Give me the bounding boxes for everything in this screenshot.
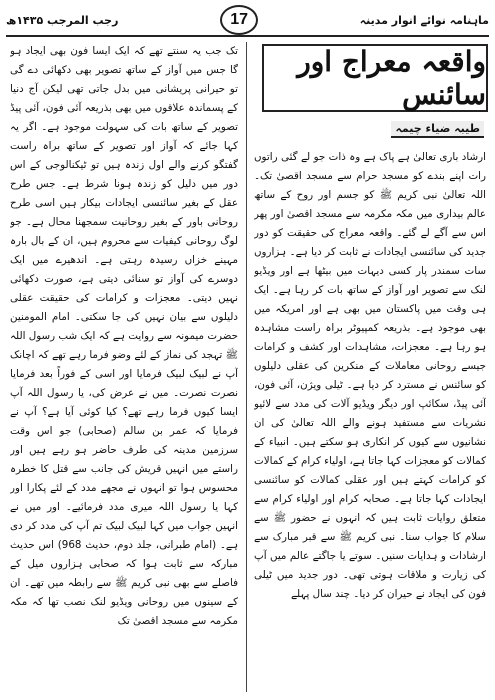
magazine-name: ماہنامہ نوائے انوار مدینہ (359, 13, 489, 27)
byline (262, 118, 484, 140)
paragraph: ارشاد باری تعالیٰ ہے پاک ہے وہ ذات جو لے گئی راتوں رات اپنے بندے کو مسجد حرام سے مسجد اقصیٰ تک۔ اللہ تعالیٰ نبی کریم ﷺ کو جسم اور روح کے ساتھ عالم بیداری میں مکہ مکرمہ سے مسجد اقصیٰ اور پھر اس سے آگے لے گئے۔ واقعہ معراج کی حقیقت کو دور جدید کی سائنسی ایجادات نے ثابت کر دیا ہے۔ ہزاروں سات سمندر پار کسی دیہات میں بیٹھا ہے اور ویڈیو لنک سے تصویر اور آواز کے ساتھ بات کر رہا ہے۔ ایک ہی وقت میں پاکستان میں بھی ہے اور امریکہ میں بھی موجود ہے۔ بذریعہ کمپیوٹر براہ راست مشاہدہ ہو رہا ہے۔ معجزات، مشاہدات اور کشف و کرامات جیسے روحانی معاملات کے منکرین کی عقلی دلیلوں کو سائنس نے مسترد کر دیا ہے۔ ٹیلی ویژن، آئی فون، آئی پیڈ، سکائپ اور دیگر ویڈیو آلات کی مدد سے لائیو نشریات سے مستفید ہونے والے اللہ تعالیٰ کی ان نشانیوں سے کیوں کر انکاری ہو سکتے ہیں۔ انبیاء کے کمالات کو معجزات کہا جاتا ہے، اولیاء کرام کے کمالات کو کرامات کہتے ہیں اور عقلی کمالات کو سائنسی ایجادات کہا جاتا ہے۔ صحابہ کرام اور اولیاء کرام سے متعلق روایات ثابت ہیں کہ انہوں نے حضور ﷺ سے سلام کا جواب سنا۔ نبی کریم ﷺ سے قبر مبارک سے ارشادات و ہدایات سنیں۔ سوتے یا جاگتے عالم میں آپ کی زیارت و ملاقات ہوتی تھی۔ دور جدید میں ٹیلی فون کی ایجاد نے حیران کر دیا۔ چند سال پہلے (254, 151, 486, 600)
paragraph: تک جب یہ سنتے تھے کہ ایک ایسا فون بھی ایجاد ہو گا جس میں آواز کے ساتھ تصویر بھی دکھائی دے گی تو حیرانی پریشانی میں بدل جاتی تھی لیکن آج دنیا کے پسماندہ علاقوں میں بھی بذریعہ آئی فون، آئی پیڈ تصویر کے ساتھ بات کی سہولت موجود ہے۔ اگر یہ کہا جائے کہ آواز اور تصویر کے ساتھ براہ راست گفتگو کرنے والے اول زندہ ہیں تو ٹیکنالوجی کے اس دور میں دلیل کو زندہ ہونا شرط ہے۔ جس طرح عقل کے بغیر سائنسی ایجادات بیکار ہیں اسی طرح روحانی باور کے بغیر روحانیت سمجھنا محال ہے۔ جو لوگ روحانی کیفیات سے محروم ہیں، ان کے بال بارہ مہینے خزاں رسیدہ رہتی ہے۔ اندھیرے میں ایک دوسرے کی آواز تو سنائی دیتی ہے، صورت دکھائی نہیں دیتی۔ معجزات و کرامات کی حقیقت عقلی دلیلوں سے بیان نہیں کی جا سکتی۔ امام المومنین حضرت میمونہ سے روایت ہے کہ ایک شب رسول اللہ ﷺ تہجد کی نماز کے لئے وضو فرما رہے تھے کہ اچانک آپ نے لبیک لبیک فرمایا اور اسی کے فوراً بعد فرمایا نصرت نصرت۔ میں نے عرض کی، یا رسول اللہ آپ ایسا کیوں فرما رہے تھے؟ کیا کوئی آیا ہے؟ آپ نے فرمایا کہ عمر بن سالم (صحابی) جو اس وقت سرزمین مدینہ کی طرف حاضر ہو رہے ہیں اور راستے میں انہیں قریش کی جانب سے قتل کا خطرہ محسوس ہوا تو انہوں نے مجھے مدد کے لئے پکارا اور کہا یا رسول اللہ میری مدد فرمائیے۔ اور میں نے انہیں جواب میں کہا لبیک لبیک تم آپ کی مدد کر دی ہے۔ (امام طبرانی، جلد دوم، حدیث 968) اس حدیث مبارکہ سے ثابت ہوا کہ صحابی ہزاروں میل کے فاصلے سے بھی نبی کریم ﷺ سے رابطہ میں تھے۔ ان کے سینوں میں روحانی ویڈیو لنک نصب تھا کہ مکہ مکرمہ سے مسجد اقصیٰ تک (10, 45, 238, 627)
page-number: 17 (220, 5, 258, 35)
right-column (254, 148, 486, 696)
page-header (6, 6, 489, 34)
left-column (10, 42, 238, 696)
issue-date: رجب المرجب ۱۴۳۵ھ (6, 13, 119, 27)
header-rule (6, 35, 489, 37)
article-title: واقعہ معراج اور سائنس (297, 45, 486, 111)
article-title-box (262, 44, 488, 112)
column-divider (246, 42, 247, 692)
author-name: طیبہ ضیاء چیمہ (391, 121, 484, 138)
